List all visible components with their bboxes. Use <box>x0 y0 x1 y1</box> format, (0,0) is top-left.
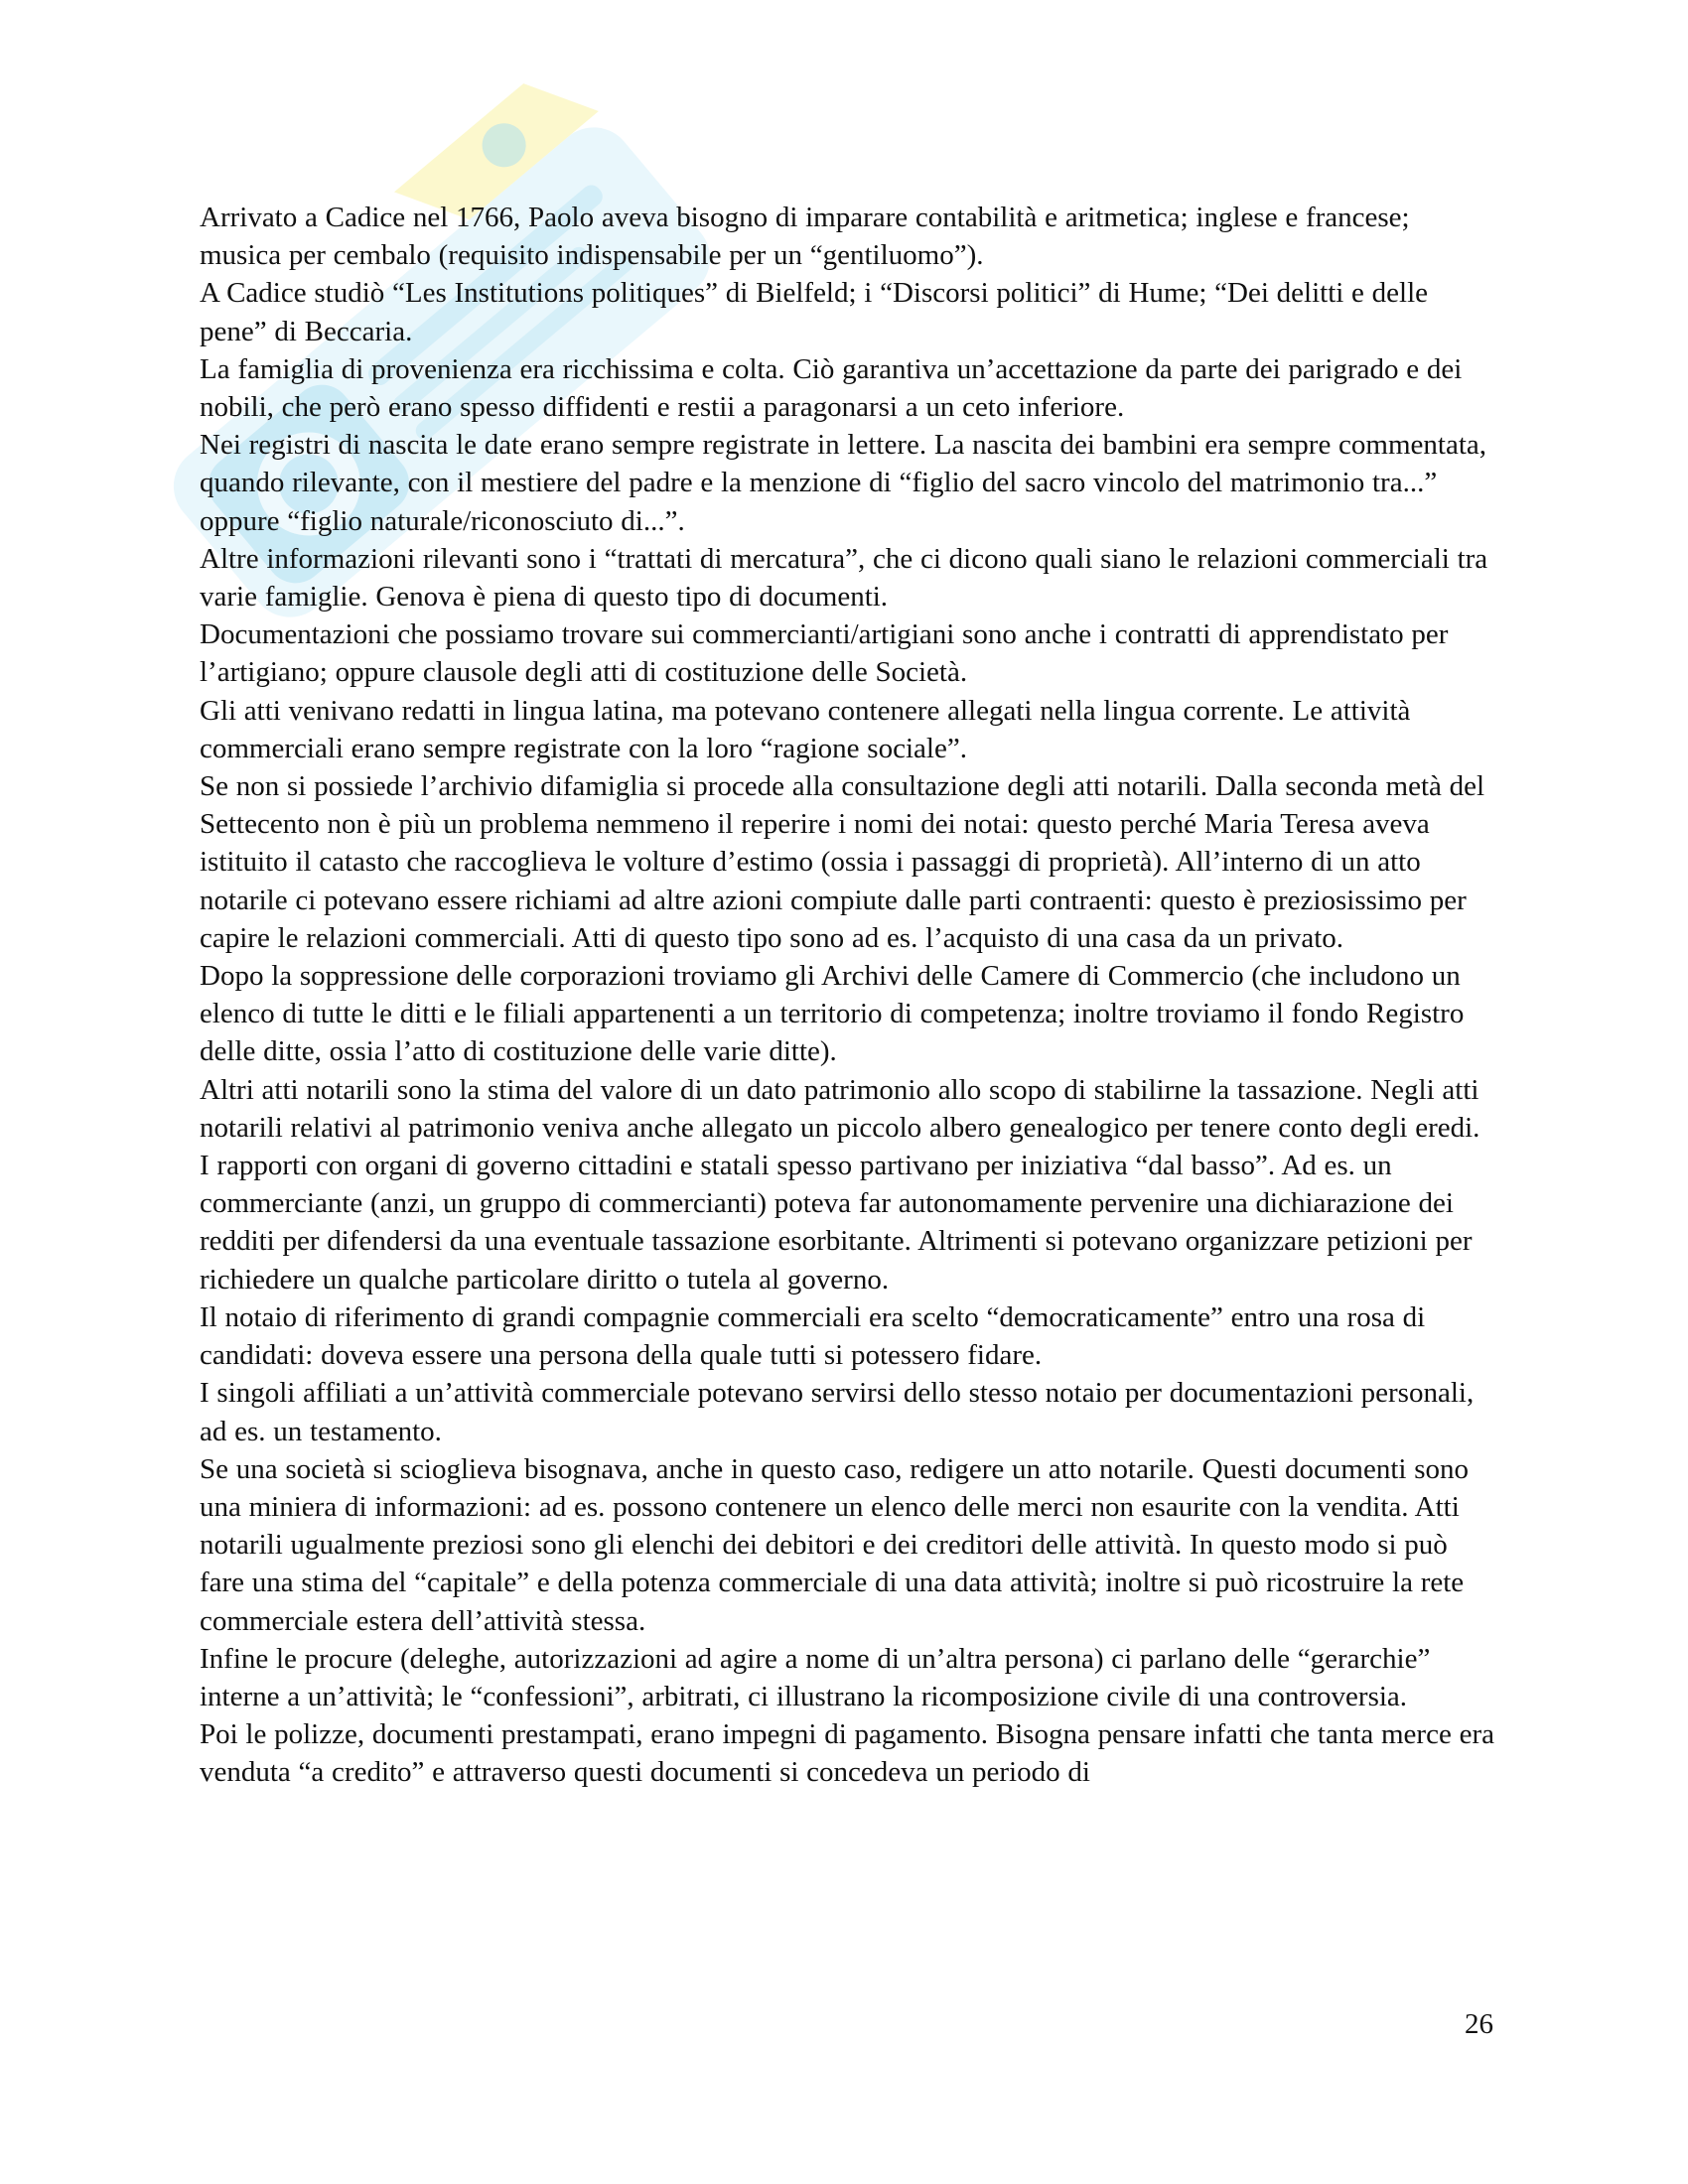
document-body <box>200 199 1495 1792</box>
paragraph: La famiglia di provenienza era ricchissima e colta. Ciò garantiva un’accettazione da parte dei parigrado e dei nobili, che però erano spesso diffidenti e restii a paragonarsi a un ceto inferiore. <box>200 352 1463 424</box>
paragraph: Infine le procure (deleghe, autorizzazioni ad agire a nome di un’altra persona) ci parlano delle “gerarchie” interne a un’attività; le “confessioni”, arbitrati, ci illustrano la ricomposizione civile di una controversia. <box>200 1642 1431 1712</box>
paragraph: Altre informazioni rilevanti sono i “trattati di mercatura”, che ci dicono quali siano le relazioni commerciali tra varie famiglie. Genova è piena di questo tipo di documenti. <box>200 542 1488 614</box>
paragraph: I singoli affiliati a un’attività commerciale potevano servirsi dello stesso notaio per documentazioni personali, ad es. un testamento. <box>200 1377 1475 1447</box>
paragraph: Nei registri di nascita le date erano sempre registrate in lettere. La nascita dei bambini era sempre commentata, quando rilevante, con il mestiere del padre e la menzione di “figlio del sacro vincolo del matrimonio tra...” oppure “figlio naturale/riconosciuto di...”. <box>200 429 1487 537</box>
page-number: 26 <box>1465 2008 1493 2040</box>
paragraph: A Cadice studiò “Les Institutions politiques” di Bielfeld; i “Discorsi politici” di Hume; “Dei delitti e delle pene” di Beccaria. <box>200 277 1429 347</box>
paragraph: Altri atti notarili sono la stima del valore di un dato patrimonio allo scopo di stabilirne la tassazione. Negli atti notarili relativi al patrimonio veniva anche allegato un piccolo albero genealogico per tenere conto degli eredi. <box>200 1073 1480 1144</box>
paragraph: Documentazioni che possiamo trovare sui commercianti/artigiani sono anche i contratti di apprendistato per l’artigiano; oppure clausole degli atti di costituzione delle Società. <box>200 618 1449 689</box>
paragraph: Se una società si scioglieva bisognava, anche in questo caso, redigere un atto notarile. Questi documenti sono una miniera di informazioni: ad es. possono contenere un elenco delle merci non esaurite con la vendita. Atti notarili ugualmente preziosi sono gli elenchi dei debitori e dei creditori delle attività. In questo modo si può fare una stima del “capitale” e della potenza commerciale di una data attività; inoltre si può ricostruire la rete commerciale estera dell’attività stessa. <box>200 1452 1470 1637</box>
paragraph: Se non si possiede l’archivio difamiglia si procede alla consultazione degli atti notarili. Dalla seconda metà del Settecento non è più un problema nemmeno il reperire i nomi dei notai: questo perché Maria Teresa aveva istituito il catasto che raccoglieva le volture d’estimo (ossia i passaggi di proprietà). All’interno di un atto notarile ci potevano essere richiami ad altre azioni compiute dalle parti contraenti: questo è preziosissimo per capire le relazioni commerciali. Atti di questo tipo sono ad es. l’acquisto di una casa da un privato. <box>200 770 1485 954</box>
paragraph: Dopo la soppressione delle corporazioni troviamo gli Archivi delle Camere di Commercio (che includono un elenco di tutte le ditti e le filiali appartenenti a un territorio di competenza; inoltre troviamo il fondo Registro delle ditte, ossia l’atto di costituzione delle varie ditte). <box>200 960 1465 1068</box>
paragraph: Gli atti venivano redatti in lingua latina, ma potevano contenere allegati nella lingua corrente. Le attività commerciali erano sempre registrate con la loro “ragione sociale”. <box>200 694 1411 764</box>
paragraph: Poi le polizze, documenti prestampati, erano impegni di pagamento. Bisogna pensare infatti che tanta merce era venduta “a credito” e attraverso questi documenti si concedeva un periodo di <box>200 1718 1494 1789</box>
paragraph: Il notaio di riferimento di grandi compagnie commerciali era scelto “democraticamente” entro una rosa di candidati: doveva essere una persona della quale tutti si potessero fidare. <box>200 1300 1426 1372</box>
paragraph: Arrivato a Cadice nel 1766, Paolo aveva bisogno di imparare contabilità e aritmetica; inglese e francese; musica per cembalo (requisito indispensabile per un “gentiluomo”). <box>200 202 1410 272</box>
paragraph: I rapporti con organi di governo cittadini e statali spesso partivano per iniziativa “dal basso”. Ad es. un commerciante (anzi, un gruppo di commercianti) poteva far autonomamente pervenire una dichiarazione dei redditi per difendersi da una eventuale tassazione esorbitante. Altrimenti si potevano organizzare petizioni per richiedere un qualche particolare diritto o tutela al governo. <box>200 1150 1473 1296</box>
